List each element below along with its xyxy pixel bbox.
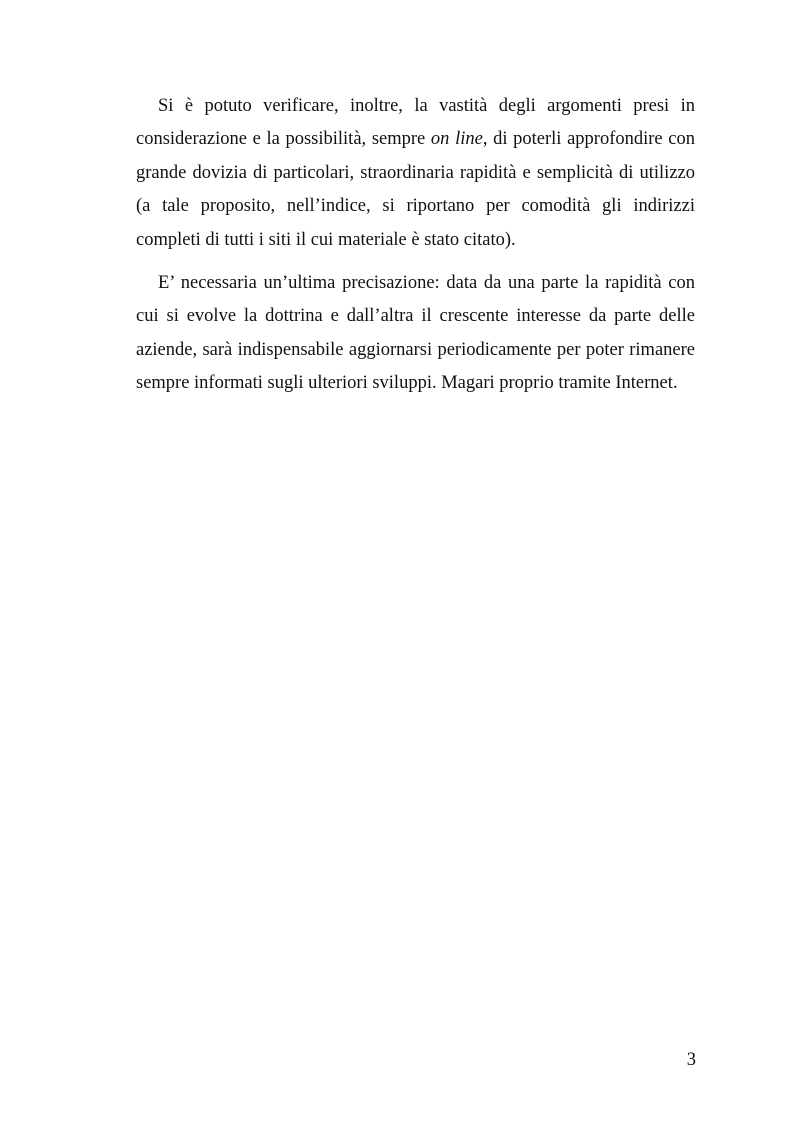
page-number: 3: [686, 1050, 696, 1070]
paragraph-2: E’ necessaria un’ultima precisazione: data da una parte la rapidità con cui si evolve la dottrina e dall’altra il crescente interesse da parte delle aziende, sarà indispensabile aggiornarsi periodicamente per poter rimanere sempre informati sugli ulteriori sviluppi. Magari proprio tramite Internet.: [136, 273, 695, 394]
paragraph-1-text-a: Si è potuto verificare, inoltre, la vastità degli argomenti presi in considerazione e la possibilità, sempre: [136, 96, 695, 150]
body-text: [136, 90, 695, 411]
paragraph-1: [136, 90, 695, 257]
paragraph-1-italic-term: on line: [430, 129, 483, 150]
paragraph-1-text-b: , di poterli approfondire con grande dovizia di particolari, straordinaria rapidità e semplicità di utilizzo (a tale proposito, nell’indice, si riportano per comodità gli indirizzi completi di tutti i siti il cui materiale è stato citato).: [136, 129, 695, 250]
